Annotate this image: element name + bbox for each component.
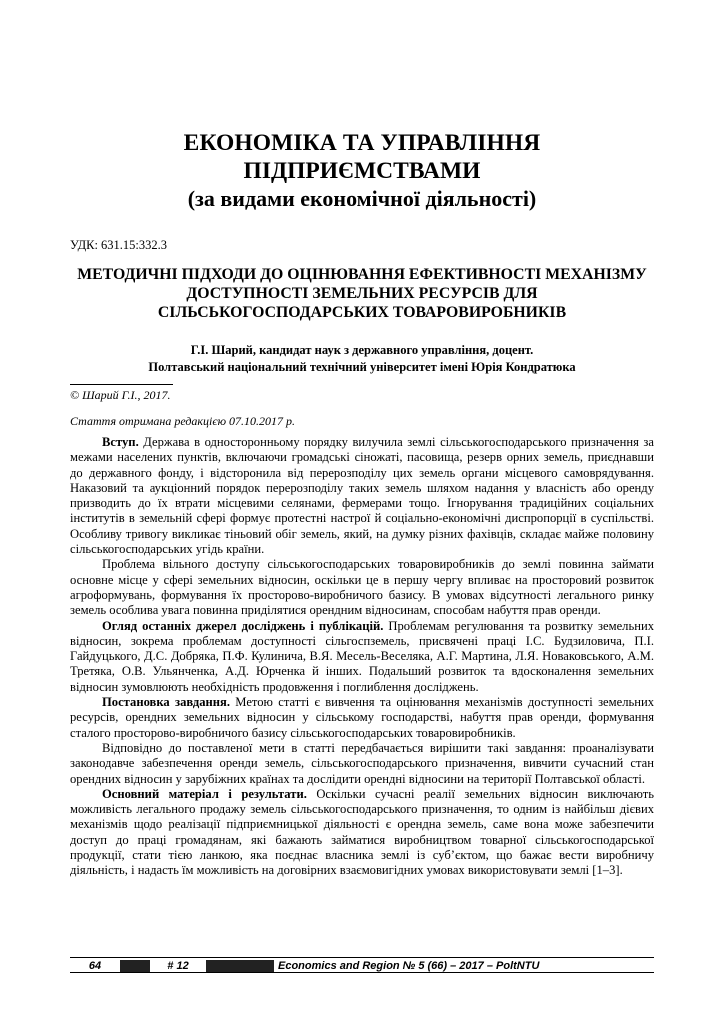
paragraph-lead: Вступ. xyxy=(102,435,139,449)
footer-top-rule xyxy=(70,957,654,958)
paragraph-text: Проблемам регулювання та розвитку земельних відносин, зокрема проблемам доступності сільгоспземель, присвячені праці І.С. Будзиловича, П.І. Гайдуцького, Д.С. Добряка, П.Ф. Кулинича, В.Я. Месель-Веселяка, А.Г. Мартина, Л.Я. Новаковського, А.М. Третяка, О.В. Ульянченка, А.Д. Юрченка й інших. Подальший розвиток та вдосконалення земельних відносин зумовлюють необхідність продовження і поглиблення досліджень. xyxy=(70,618,654,694)
journal-citation: Economics and Region № 5 (66) – 2017 – PoltNTU xyxy=(278,960,540,972)
paragraph xyxy=(70,557,654,618)
divider xyxy=(70,384,173,385)
copyright-note: © Шарий Г.І., 2017. xyxy=(70,388,171,402)
footer-bottom-rule xyxy=(70,972,654,973)
author-block xyxy=(70,342,654,376)
paragraph-text: Проблема вільного доступу сільськогосподарських товаровиробників до землі повинна займати основне місце у сфері земельних відносин, оскільки це в першу чергу впливає на просторовий розвиток агроформувань, формування їх просторово-виробничого базису. В умовах відсутності легального ринку земель особлива увага повинна приділятися орендним відносинам, способам набуття прав оренди. xyxy=(70,557,654,618)
paragraph-text: Оскільки сучасні реалії земельних відносин виключають можливість легального продажу земель сільськогосподарського призначення, то одним із найбільш дієвих механізмів щодо реалізації підприємницької діяльності є орендна земель, саме вона може забезпечити доступ до праці громадянам, які бажають займатися виробництвом товарної сільськогосподарської продукції, стати тією ланкою, яка поєднає власника землі із суб’єктом, що бажає вести виробничу діяльність, і надасть їм можливість на договірних взаємовигідних умовах використовувати землі [1–3]. xyxy=(70,786,654,878)
author-name: Г.І. Шарий, кандидат наук з державного управління, доцент. xyxy=(190,343,534,357)
paragraph xyxy=(70,787,654,879)
article-title: МЕТОДИЧНІ ПІДХОДИ ДО ОЦІНЮВАННЯ ЕФЕКТИВНОСТІ МЕХАНІЗМУ ДОСТУПНОСТІ ЗЕМЕЛЬНИХ РЕСУРСІВ ДЛЯ СІЛЬСЬКОГОСПОДАРСЬКИХ ТОВАРОВИРОБНИКІВ xyxy=(77,266,647,321)
paragraph xyxy=(70,619,654,695)
section-subheading: (за видами економічної діяльності) xyxy=(187,186,537,211)
paragraph xyxy=(70,695,654,741)
paragraph-text: Держава в односторонньому порядку вилучила землі сільськогосподарського призначення за межами населених пунктів, включаючи громадські сіножаті, пасовища, резерв орних земель, приєднавши до державного фонду, і відсторонила від перерозподілу цих земель органи місцевого самоврядування. Наказовий та аукціонний порядок перерозподілу таких земель шляхом надання у власність або оренду призводить до їх втрати місцевими селянами, фермерами тощо. Ігнорування традиційних соціальних інститутів в земельній сфері формує протестні настрої й соціально-економічні диспропорції в суспільстві. Особливу тривогу викликає тіньовий обіг земель, який, на думку різних фахівців, складає майже половину сільськогосподарських угідь країни. xyxy=(70,435,654,557)
paragraph-text: Відповідно до поставленої мети в статті передбачається вирішити такі завдання: проаналізувати законодавче забезпечення оренди земель, сільськогосподарського призначення, вивчити сучасний стан орендних відносин у зарубіжних країнах та дослідити орендні відносини на території Полтавської області. xyxy=(70,740,654,786)
footer-separator-block xyxy=(206,960,274,972)
paragraph-lead: Основний матеріал і результати. xyxy=(102,786,307,801)
received-date: Стаття отримана редакцією 07.10.2017 р. xyxy=(70,414,296,428)
paragraph xyxy=(70,741,654,787)
footer-separator-block xyxy=(120,960,150,972)
article-body xyxy=(70,435,654,879)
paragraph xyxy=(70,435,654,557)
author-affiliation: Полтавський національний технічний університет імені Юрія Кондратюка xyxy=(148,360,576,374)
issue-number: # 12 xyxy=(167,960,189,972)
paragraph-lead: Огляд останніх джерел досліджень і публікацій. xyxy=(102,618,384,633)
udk-code: УДК: 631.15:332.3 xyxy=(70,238,168,252)
section-heading-line-1: ЕКОНОМІКА ТА УПРАВЛІННЯ xyxy=(183,130,541,156)
page-number: 64 xyxy=(88,960,102,972)
paragraph-lead: Постановка завдання. xyxy=(102,695,230,710)
paragraph-text: Метою статті є вивчення та оцінювання механізмів доступності земельних ресурсів, орендних земельних відносин у сільському господарстві, набуття прав оренди, формування сталого просторово-виробничого базису сільськогосподарських товаровиробників. xyxy=(70,695,654,740)
section-heading-line-2: ПІДПРИЄМСТВАМИ xyxy=(243,158,481,184)
